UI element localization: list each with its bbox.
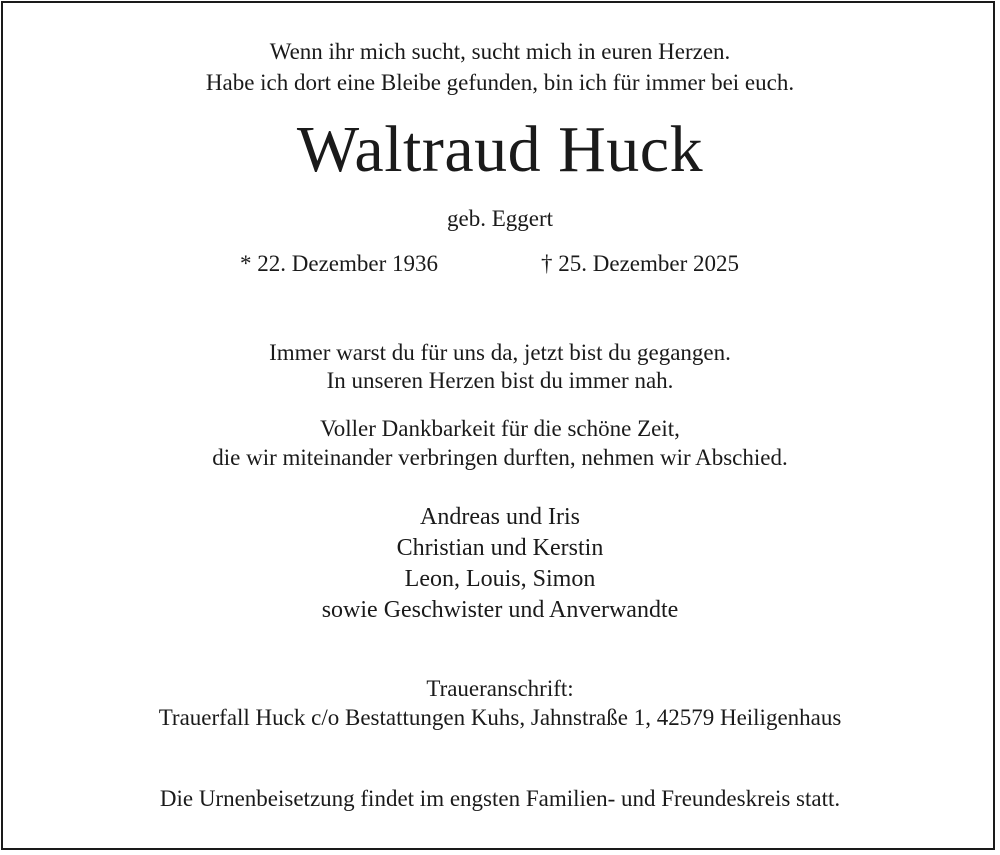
motto-line-2: Habe ich dort eine Bleibe gefunden, bin ich für immer bei euch. xyxy=(205,70,795,95)
death-date: † 25. Dezember 2025 xyxy=(541,251,739,276)
mourner-1: Andreas und Iris xyxy=(420,504,580,530)
gratitude-line-1: Voller Dankbarkeit für die schöne Zeit, xyxy=(320,416,680,441)
motto-line-1: Wenn ihr mich sucht, sucht mich in euren Herzen. xyxy=(269,39,731,64)
address-text: Trauerfall Huck c/o Bestattungen Kuhs, Jahnstraße 1, 42579 Heiligenhaus xyxy=(158,705,842,730)
birth-date: * 22. Dezember 1936 xyxy=(240,251,438,276)
verse-line-2: In unseren Herzen bist du immer nah. xyxy=(326,368,674,393)
gratitude-line-2: die wir miteinander verbringen durften, nehmen wir Abschied. xyxy=(212,445,788,470)
verse-line-1: Immer warst du für uns da, jetzt bist du gegangen. xyxy=(269,340,731,365)
mourner-3: Leon, Louis, Simon xyxy=(404,566,596,592)
burial-note: Die Urnenbeisetzung findet im engsten Familien- und Freundeskreis statt. xyxy=(159,786,841,811)
maiden-name: geb. Eggert xyxy=(446,206,553,231)
mourner-2: Christian und Kerstin xyxy=(396,535,604,561)
mourner-4: sowie Geschwister und Anverwandte xyxy=(321,597,679,623)
address-label: Traueranschrift: xyxy=(426,676,574,701)
deceased-name: Waltraud Huck xyxy=(296,113,704,186)
life-dates xyxy=(0,250,1000,278)
